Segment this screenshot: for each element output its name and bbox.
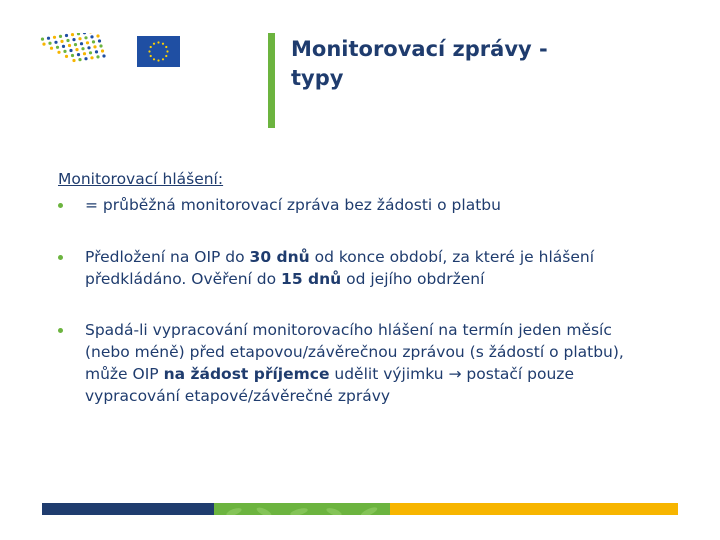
list-item	[58, 246, 658, 290]
footer-color-stripe	[42, 503, 678, 515]
bullet-text: od jejího obdržení	[341, 270, 485, 288]
bullet-text-bold: na žádost příjemce	[163, 365, 330, 383]
bullet-text: udělit výjimku → postačí pouze vypracování etapové/závěrečné zprávy	[85, 365, 574, 405]
page-title: Monitorovací zprávy - typy	[291, 37, 548, 90]
bullet-text: Spadá-li vypracování monitorovacího hlášení na termín jeden měsíc (nebo méně) před etapovou/závěrečnou zprávou (s žádostí o platbu), může OIP	[85, 321, 624, 383]
title-accent-bar	[268, 33, 275, 128]
bullet-text: Předložení na OIP do	[85, 248, 250, 266]
bullet-dot-icon	[58, 328, 63, 333]
bullet-dot-icon	[58, 203, 63, 208]
bullet-text: od konce období, za které je hlášení předkládáno. Ověření do	[85, 248, 595, 288]
footer-stripe-green	[214, 503, 390, 515]
section-heading: Monitorovací hlášení:	[58, 170, 224, 188]
eu-flag-icon	[137, 36, 180, 67]
footer-stripe-blue	[42, 503, 214, 515]
bullet-text: = průběžná monitorovací zpráva bez žádosti o platbu	[85, 196, 501, 214]
footer-stripe-yellow	[390, 503, 678, 515]
footer-leaf-pattern-icon	[214, 506, 390, 515]
op-logo-dots-icon	[40, 33, 110, 69]
list-item	[58, 319, 658, 407]
bullet-text-bold: 30 dnů	[249, 248, 310, 266]
bullet-text-bold: 15 dnů	[281, 270, 342, 288]
list-item	[58, 194, 658, 216]
bullet-dot-icon	[58, 255, 63, 260]
